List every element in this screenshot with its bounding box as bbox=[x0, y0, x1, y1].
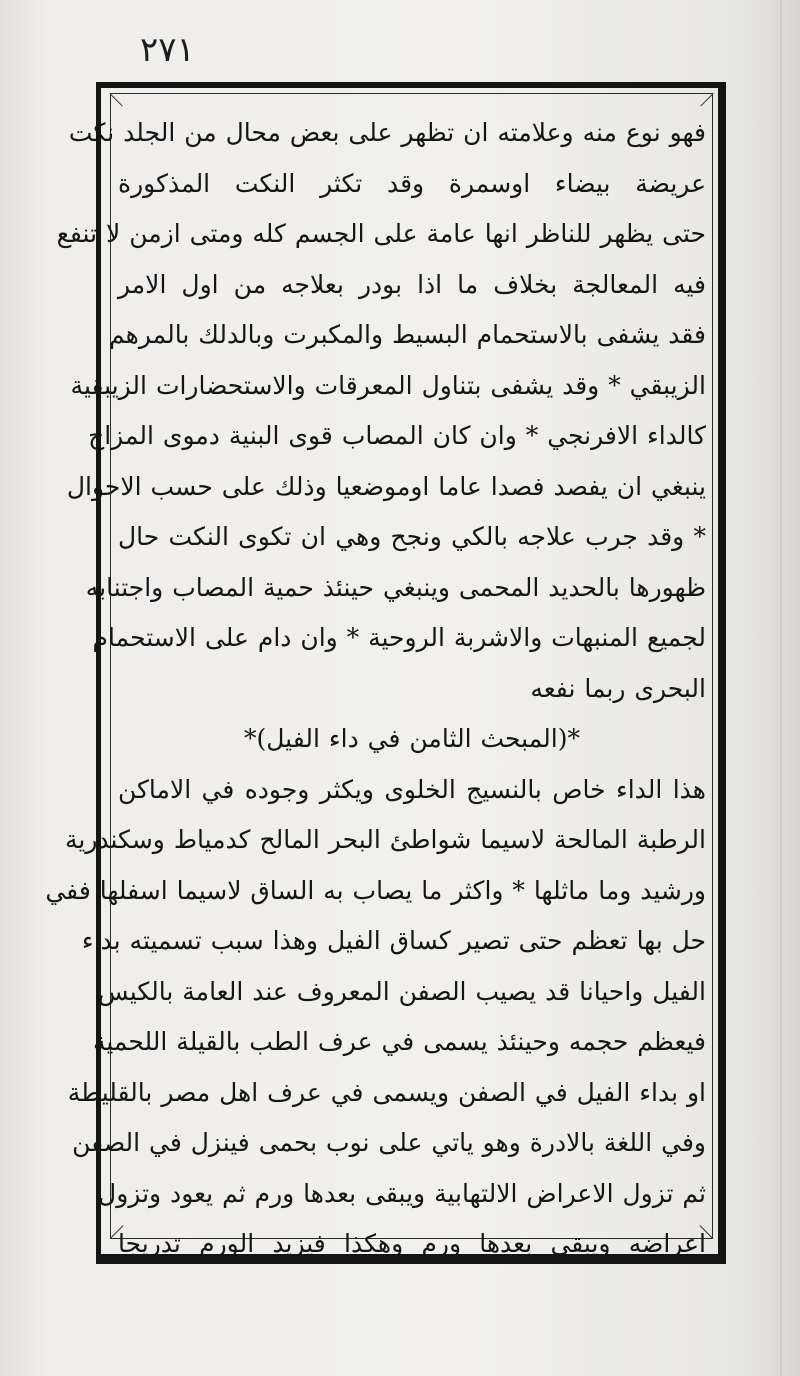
section-heading: *(المبحث الثامن في داء الفيل)* bbox=[244, 724, 580, 753]
text-line: حل بها تعظم حتى تصير كساق الفيل وهذا سبب تسميته بداء bbox=[81, 926, 706, 955]
page-edge bbox=[780, 0, 782, 1376]
text-line: * وقد جرب علاجه بالكي ونجح وهي ان تكوى النكت حال bbox=[118, 522, 706, 551]
text-line: الزيبقي * وقد يشفى بتناول المعرقات والاستحضارات الزيبقية bbox=[70, 370, 706, 400]
text-line: ثم تزول الاعراض الالتهابية ويبقى بعدها ورم ثم يعود وتزول bbox=[98, 1178, 706, 1208]
page-number: ٢٧١ bbox=[140, 30, 195, 70]
text-line: اعراضه ويبقى بعدها ورم وهكذا فيزيد الورم تدريجا bbox=[118, 1229, 706, 1258]
text-line: لجميع المنبهات والاشربة الروحية * وان دام على الاستحمام bbox=[92, 623, 706, 652]
text-line: ينبغي ان يفصد فصدا عاما اوموضعيا وذلك على حسب الاحوال bbox=[66, 471, 706, 501]
text-line: فيه المعالجة بخلاف ما اذا بودر بعلاجه من اول الامر bbox=[118, 269, 706, 299]
text-line: البحرى ربما نفعه bbox=[530, 673, 706, 703]
body-text bbox=[45, 108, 706, 1258]
text-line: ظهورها بالحديد المحمى وينبغي حينئذ حمية المصاب واجتنابه bbox=[85, 572, 706, 602]
text-line: فيعظم حجمه وحينئذ يسمى في عرف الطب بالقيلة اللحمية bbox=[92, 1027, 706, 1056]
text-line: فقد يشفى بالاستحمام البسيط والمكبرت وبالدلك بالمرهم bbox=[109, 320, 706, 349]
text-line: عريضة بيضاء اوسمرة وقد تكثر النكت المذكورة bbox=[118, 168, 706, 198]
text-line: حتى يظهر للناظر انها عامة على الجسم كله ومتى ازمن لا تنفع bbox=[56, 219, 706, 248]
text-line: كالداء الافرنجي * وان كان المصاب قوى البنية دموى المزاج bbox=[88, 421, 706, 450]
text-line: وفي اللغة بالادرة وهو ياتي على نوب بحمى فينزل في الصفن bbox=[72, 1128, 706, 1157]
text-line: هذا الداء خاص بالنسيج الخلوى ويكثر وجوده في الاماكن bbox=[118, 774, 706, 804]
text-line: الفيل واحيانا قد يصيب الصفن المعروف عند العامة بالكيس bbox=[97, 976, 706, 1006]
text-line: ورشيد وما ماثلها * واكثر ما يصاب به الساق لاسيما اسفلها ففي bbox=[45, 875, 706, 905]
text-line: الرطبة المالحة لاسيما شواطئ البحر المالح كدمياط وسكندرية bbox=[64, 825, 706, 854]
text-line: فهو نوع منه وعلامته ان تظهر على بعض محال من الجلد نكت bbox=[68, 118, 706, 147]
text-line: او بداء الفيل في الصفن ويسمى في عرف اهل مصر بالقليطة bbox=[67, 1077, 706, 1107]
